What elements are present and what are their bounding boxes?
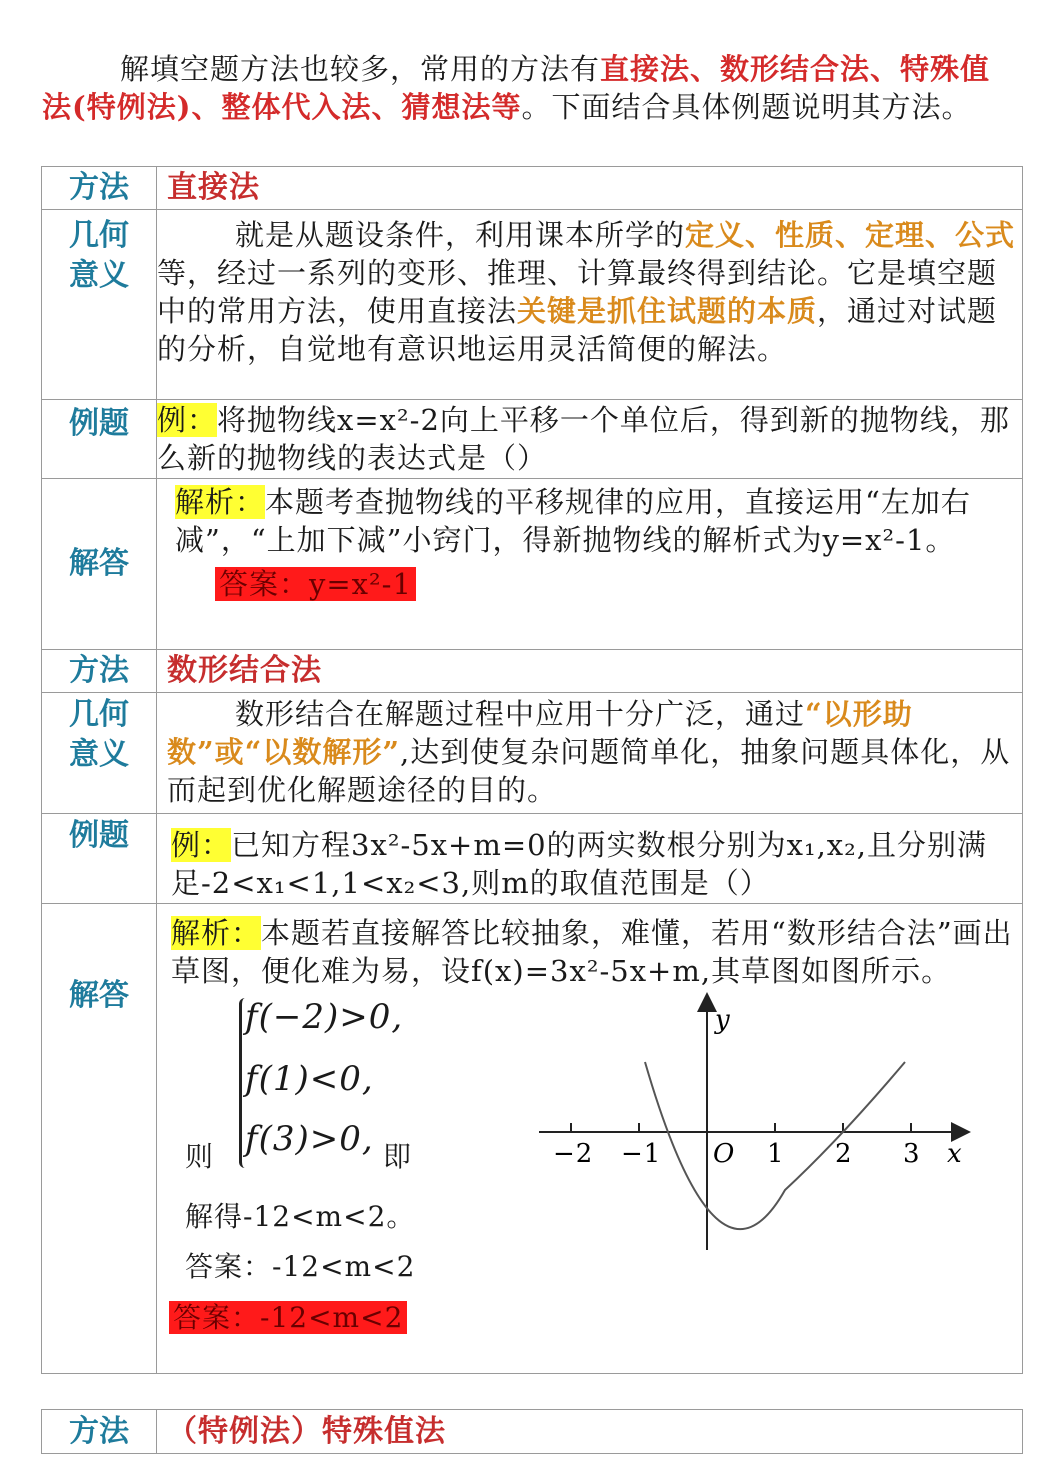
example-tag: 例： xyxy=(157,403,218,437)
label-meaning-line1: 几何 xyxy=(69,697,129,732)
answer-graph xyxy=(157,904,1023,1374)
tick-label-m2: −2 xyxy=(553,1139,594,1169)
graph-area xyxy=(171,990,1022,1334)
example-graph xyxy=(157,814,1023,904)
meaning-graph-c: ,达到使复杂问题简单化，抽象问题具体化，从而起到优化解题途径的目的。 xyxy=(167,735,1011,807)
example-graph-text: 已知方程3x²-5x+m=0的两实数根分别为x₁,x₂,且分别满足-2<x₁<1,1<x₂<3,则m的取值范围是（） xyxy=(171,828,987,900)
example-direct-text: 将抛物线x=x²-2向上平移一个单位后，得到新的抛物线，那么新的抛物线的表达式是（） xyxy=(157,403,1010,475)
meaning-direct-key: 关键是抓住试题的本质 xyxy=(517,294,818,328)
tick-label-3: 3 xyxy=(903,1139,921,1169)
answer-plain: 答案：-12<m<2 xyxy=(185,1250,416,1283)
label-answer: 解答 xyxy=(42,904,157,1374)
methods-table xyxy=(41,166,1023,1374)
condition-1: f(−2)>0, xyxy=(245,997,404,1037)
label-example: 例题 xyxy=(42,814,157,904)
solution-direct-text: 本题考查抛物线的平移规律的应用，直接运用“左加右减”，“上加下减”小窍门，得新抛物线的解析式为y=x²-1。 xyxy=(175,485,971,557)
result-line: 解得-12<m<2。 xyxy=(185,1200,416,1233)
meaning-direct-keywords: 定义、性质、定理、公式 xyxy=(685,218,1016,252)
label-method: 方法 xyxy=(42,650,157,693)
label-answer: 解答 xyxy=(42,479,157,650)
meaning-graph xyxy=(157,693,1023,814)
method-name-special: （特例法）特殊值法 xyxy=(157,1410,1023,1454)
methods-table-next xyxy=(41,1409,1023,1454)
condition-3: f(3)>0, xyxy=(245,1119,374,1159)
label-meaning-line2: 意义 xyxy=(69,258,129,293)
tick-label-2: 2 xyxy=(835,1139,853,1169)
answer-highlight: 答案：-12<m<2 xyxy=(169,1301,407,1334)
namely-word: 即 xyxy=(383,1140,413,1173)
example-tag: 例： xyxy=(171,828,232,862)
parabola-sketch xyxy=(539,990,979,1260)
meaning-direct-e: ，通过对试题的分析，自觉地有意识地运用灵活简便的解法。 xyxy=(157,294,998,366)
label-example: 例题 xyxy=(42,400,157,479)
example-direct xyxy=(157,400,1023,479)
intro-text-1: 解填空题方法也较多，常用的方法有 xyxy=(120,52,601,86)
x-axis-label: x xyxy=(947,1139,963,1169)
intro-text-2: 。下面结合具体例题说明其方法。 xyxy=(521,90,972,124)
meaning-graph-a: 数形结合在解题过程中应用十分广泛，通过 xyxy=(235,697,806,731)
solution-tag: 解析： xyxy=(175,485,266,519)
method-name-graph: 数形结合法 xyxy=(157,650,1023,693)
label-method: 方法 xyxy=(42,1410,157,1454)
meaning-graph-keywords: “以形助数”或“以数解形” xyxy=(167,697,913,769)
meaning-direct-c: 等，经过一系列的变形、推理、计算最终得到结论。它是填空题中的常用方法，使用直接法 xyxy=(157,256,998,328)
tick-label-m1: −1 xyxy=(621,1139,662,1169)
then-word: 则 xyxy=(185,1140,215,1173)
method-name-direct: 直接法 xyxy=(157,167,1023,210)
label-meaning-line2: 意义 xyxy=(69,737,129,772)
intro-paragraph xyxy=(42,50,1017,126)
label-method: 方法 xyxy=(42,167,157,210)
label-meaning xyxy=(42,693,157,814)
solution-tag: 解析： xyxy=(171,916,262,950)
meaning-direct-a: 就是从题设条件，利用课本所学的 xyxy=(235,218,686,252)
answer-direct xyxy=(157,479,1023,650)
label-meaning xyxy=(42,210,157,400)
answer-highlight: 答案：y=x²-1 xyxy=(215,567,416,601)
meaning-direct xyxy=(157,210,1023,400)
condition-2: f(1)<0, xyxy=(245,1059,374,1099)
answer-box xyxy=(169,1300,407,1336)
label-meaning-line1: 几何 xyxy=(69,218,129,253)
origin-label: O xyxy=(713,1139,736,1169)
intro-methods-list: 直接法、数形结合法、特殊值法(特例法)、整体代入法、猜想法等 xyxy=(42,52,991,124)
solution-graph-text: 本题若直接解答比较抽象，难懂，若用“数形结合法”画出草图，便化难为易，设f(x)=3x²-5x+m,其草图如图所示。 xyxy=(171,916,1013,988)
tick-label-1: 1 xyxy=(767,1139,785,1169)
y-axis-label: y xyxy=(715,1005,731,1035)
